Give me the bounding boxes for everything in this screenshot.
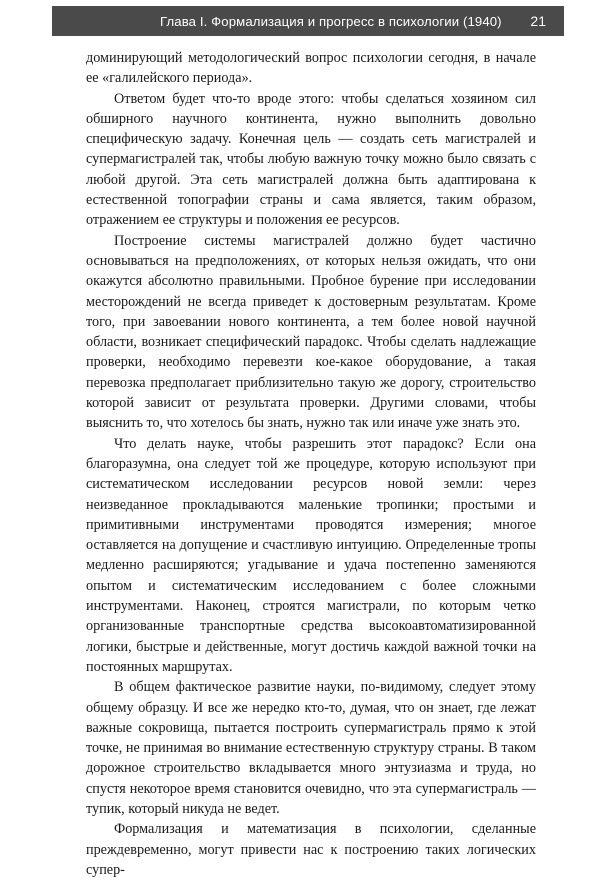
chapter-title: Глава I. Формализация и прогресс в психологии (1940) <box>160 13 502 29</box>
paragraph: Построение системы магистралей должно будет частично основываться на предположениях, от которых нельзя ожидать, что они окажутся абсолютно правильными. Пробное бурение при исследовании месторождений не всегда приведет к достоверным результатам. Кроме того, при завоевании нового континента, а тем более новой научной области, возникает специфический парадокс. Чтобы сделать надлежащие проверки, необходимо перевезти кое-какое оборудование, а такая перевозка предполагает приблизительно такую же дорогу, строительство которой зависит от результата проверки. Другими словами, чтобы выяснить то, что хотелось бы знать, нужно так или иначе уже знать это. <box>86 232 536 432</box>
body-text <box>86 48 536 880</box>
paragraph: Что делать науке, чтобы разрешить этот парадокс? Если она благоразумна, она следует той же процедуре, которую используют при систематическом исследовании ресурсов новой земли: через неизведанное прокладываются маленькие тропинки; простыми и примитивными инструментами проводятся измерения; многое оставляется на допущение и счастливую интуицию. Определенные тропы медленно расширяются; угадывание и удача постепенно заменяются опытом и систематическим исследованием с более сложными инструментами. Наконец, строятся магистрали, по которым четко организованные транспортные средства высокоавтоматизированной логики, быстрые и действенные, могут достичь каждой важной точки на постоянных маршрутах. <box>86 435 536 675</box>
paragraph: Ответом будет что-то вроде этого: чтобы сделаться хозяином сил обширного научного континента, нужно выполнить довольно специфическую задачу. Конечная цель — создать сеть магистралей и супермагистралей так, чтобы любую важную точку можно было связать с любой другой. Эта сеть магистралей должна быть адаптирована к естественной топографии страны и сама является, таким образом, отражением ее структуры и положения ее ресурсов. <box>86 90 536 229</box>
running-header <box>52 6 564 36</box>
paragraph-continued: доминирующий методологический вопрос психологии сегодня, в начале ее «галилейского периода». <box>86 50 536 87</box>
page-number: 21 <box>530 13 546 29</box>
paragraph: Формализация и математизация в психологии, сделанные преждевременно, могут привести нас к построению таких логических супер- <box>86 821 536 878</box>
paragraph: В общем фактическое развитие науки, по-видимому, следует этому общему образцу. И все же нередко кто-то, думая, что он знает, где лежат важные сокровища, пытается построить супермагистраль прямо к этой точке, не принимая во внимание естественную структуру страны. В таком дорожное строительство вкладывается много энтузиазма и труда, но спустя некоторое время становится очевидно, что эта супермагистраль — тупик, который никуда не ведет. <box>86 679 536 817</box>
